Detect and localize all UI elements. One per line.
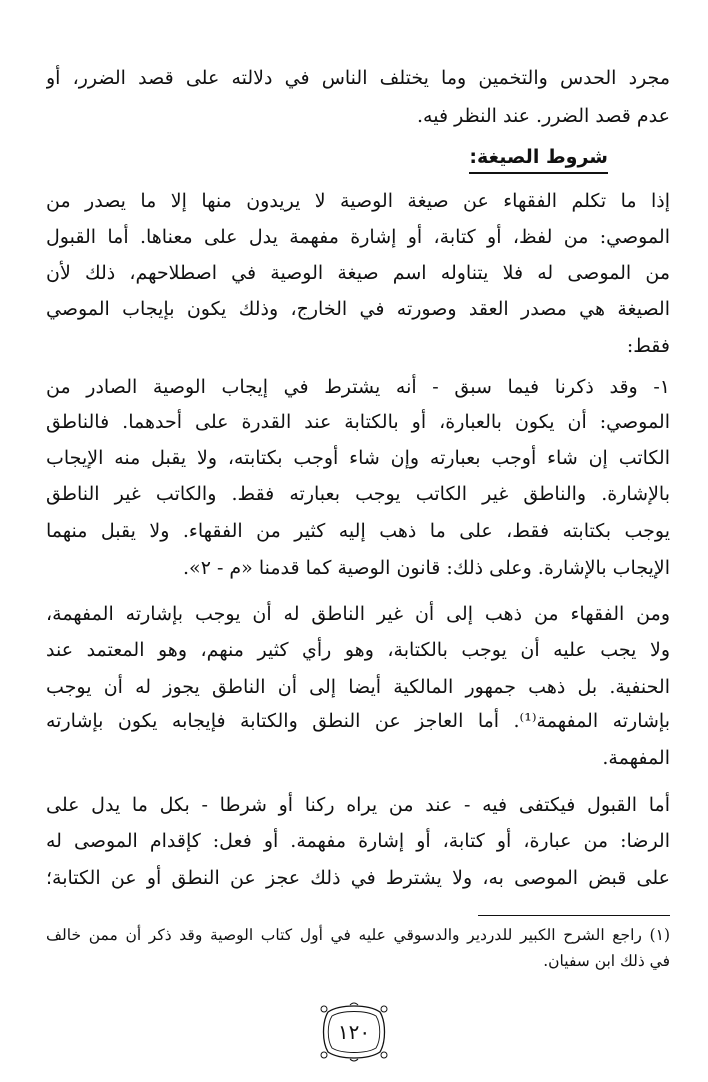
- page-number: ١٢٠: [337, 1020, 371, 1044]
- section-heading: شروط الصيغة:: [469, 142, 608, 174]
- text-line: على قبض الموصى به، ولا يشترط في ذلك عجز عن النطق أو عن الكتابة؛: [46, 867, 670, 889]
- page-number-ornament: [314, 1000, 394, 1064]
- text-line: الموصي: من لفظ، أو كتابة، أو إشارة مفهمة يدل على معناها. أما القبول: [46, 226, 670, 248]
- text-line: الصيغة هي مصدر العقد وصورته في الخارج، وذلك يكون بإيجاب الموصي: [46, 298, 670, 320]
- text-line: عدم قصد الضرر. عند النظر فيه.: [416, 105, 670, 127]
- text-line: من الموصى له فلا يتناوله اسم صيغة الوصية في اصطلاحهم، ذلك لأن: [46, 262, 670, 284]
- text-line: أما القبول فيكتفى فيه - عند من يراه ركنا أو شرطا - بكل ما يدل على: [46, 794, 670, 816]
- text-line: ومن الفقهاء من ذهب إلى أن غير الناطق له أن يوجب بإشارته المفهمة،: [46, 603, 670, 625]
- text-line: الموصي: أن يكون بالعبارة، أو بالكتابة عند القدرة على أحدهما. فالناطق: [46, 411, 670, 433]
- text-line: بإشارته المفهمة⁽¹⁾. أما العاجز عن النطق والكتابة فإيجابه يكون بإشارته: [46, 710, 670, 732]
- text-line: الحنفية. بل ذهب جمهور المالكية أيضا إلى أن الناطق يجوز له أن يوجب: [46, 676, 670, 698]
- text-line: يوجب بكتابته فقط، على ما ذهب إليه كثير من الفقهاء. ولا يقبل منهما: [46, 520, 670, 542]
- text-line: بالإشارة. والناطق غير الكاتب يوجب بعبارته فقط. والكاتب غير الناطق: [46, 483, 670, 505]
- text-line: فقط:: [626, 335, 670, 357]
- text-line: الإيجاب بالإشارة. وعلى ذلك: قانون الوصية كما قدمنا «م - ٢».: [183, 557, 670, 579]
- text-line: الرضا: من عبارة، أو كتابة، أو إشارة مفهمة. أو فعل: كإقدام الموصى له: [46, 830, 670, 852]
- text-line: ولا يجب عليه أن يوجب بالكتابة، وهو رأي كثير منهم، وهو المعتمد عند: [46, 639, 670, 661]
- text-line: إذا ما تكلم الفقهاء عن صيغة الوصية لا يريدون منها إلا ما يصدر من: [46, 190, 670, 212]
- text-line: الكاتب إن شاء أوجب بعبارته وإن شاء أوجب بكتابته، ولا يقبل منه الإيجاب: [46, 447, 670, 469]
- text-line: ١- وقد ذكرنا فيما سبق - أنه يشترط في إيجاب الوصية الصادر من: [46, 376, 670, 398]
- footnote-line: (١) راجع الشرح الكبير للدردير والدسوقي عليه في أول كتاب الوصية وقد ذكر أن ممن خالف: [46, 926, 670, 944]
- footnote-separator: [478, 915, 670, 916]
- text-line: مجرد الحدس والتخمين وما يختلف الناس في دلالته على قصد الضرر، أو: [46, 67, 670, 89]
- text-line: المفهمة.: [602, 747, 670, 769]
- footnote-line: في ذلك ابن سفيان.: [543, 952, 670, 970]
